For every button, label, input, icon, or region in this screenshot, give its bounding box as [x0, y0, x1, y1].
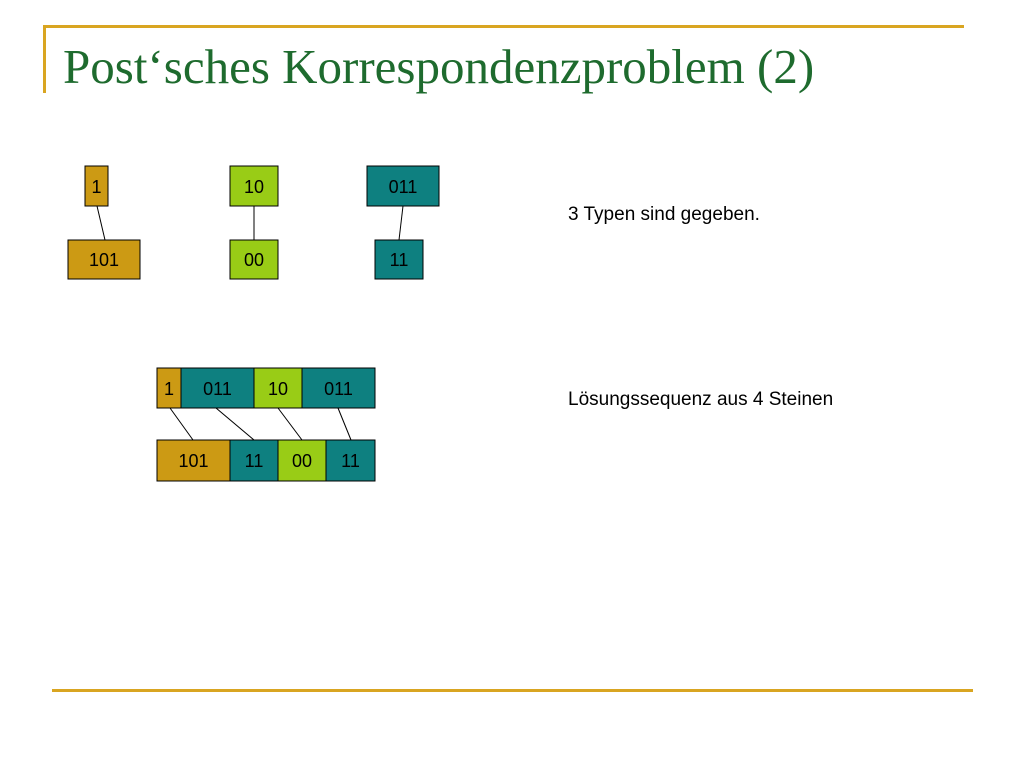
solution-note: Lösungssequenz aus 4 Steinen [568, 389, 834, 410]
tile-connector [399, 206, 403, 240]
type-tile-2 [230, 166, 278, 279]
tile-connector [97, 206, 105, 240]
solution-top-row [157, 368, 375, 408]
solution-connectors [170, 408, 351, 440]
type-tile-1 [68, 166, 140, 279]
tile-bottom-label: 101 [88, 250, 120, 270]
solution-bottom-label: 11 [244, 451, 264, 471]
solution-connector [216, 408, 254, 440]
solution-connector [278, 408, 302, 440]
tile-top-label: 10 [243, 177, 265, 197]
solution-top-label: 011 [203, 379, 232, 399]
tile-top-label: 011 [388, 177, 418, 197]
tile-top-label: 1 [91, 177, 102, 197]
slide-title: Post‘sches Korrespondenzproblem (2) [63, 39, 815, 94]
tile-bottom-label: 11 [389, 250, 409, 270]
solution-bottom-label: 00 [291, 451, 313, 471]
solution-bottom-label: 11 [341, 451, 360, 471]
solution-connector [170, 408, 193, 440]
solution-bottom-label: 101 [178, 451, 209, 471]
tile-bottom-label: 00 [243, 250, 265, 270]
solution-bottom-row [157, 440, 375, 481]
solution-top-label: 1 [163, 379, 175, 399]
solution-top-label: 011 [324, 379, 353, 399]
footer-line [52, 689, 973, 692]
types-note: 3 Typen sind gegeben. [568, 204, 760, 225]
type-tile-3 [367, 166, 439, 279]
solution-connector [338, 408, 351, 440]
solution-top-label: 10 [267, 379, 289, 399]
